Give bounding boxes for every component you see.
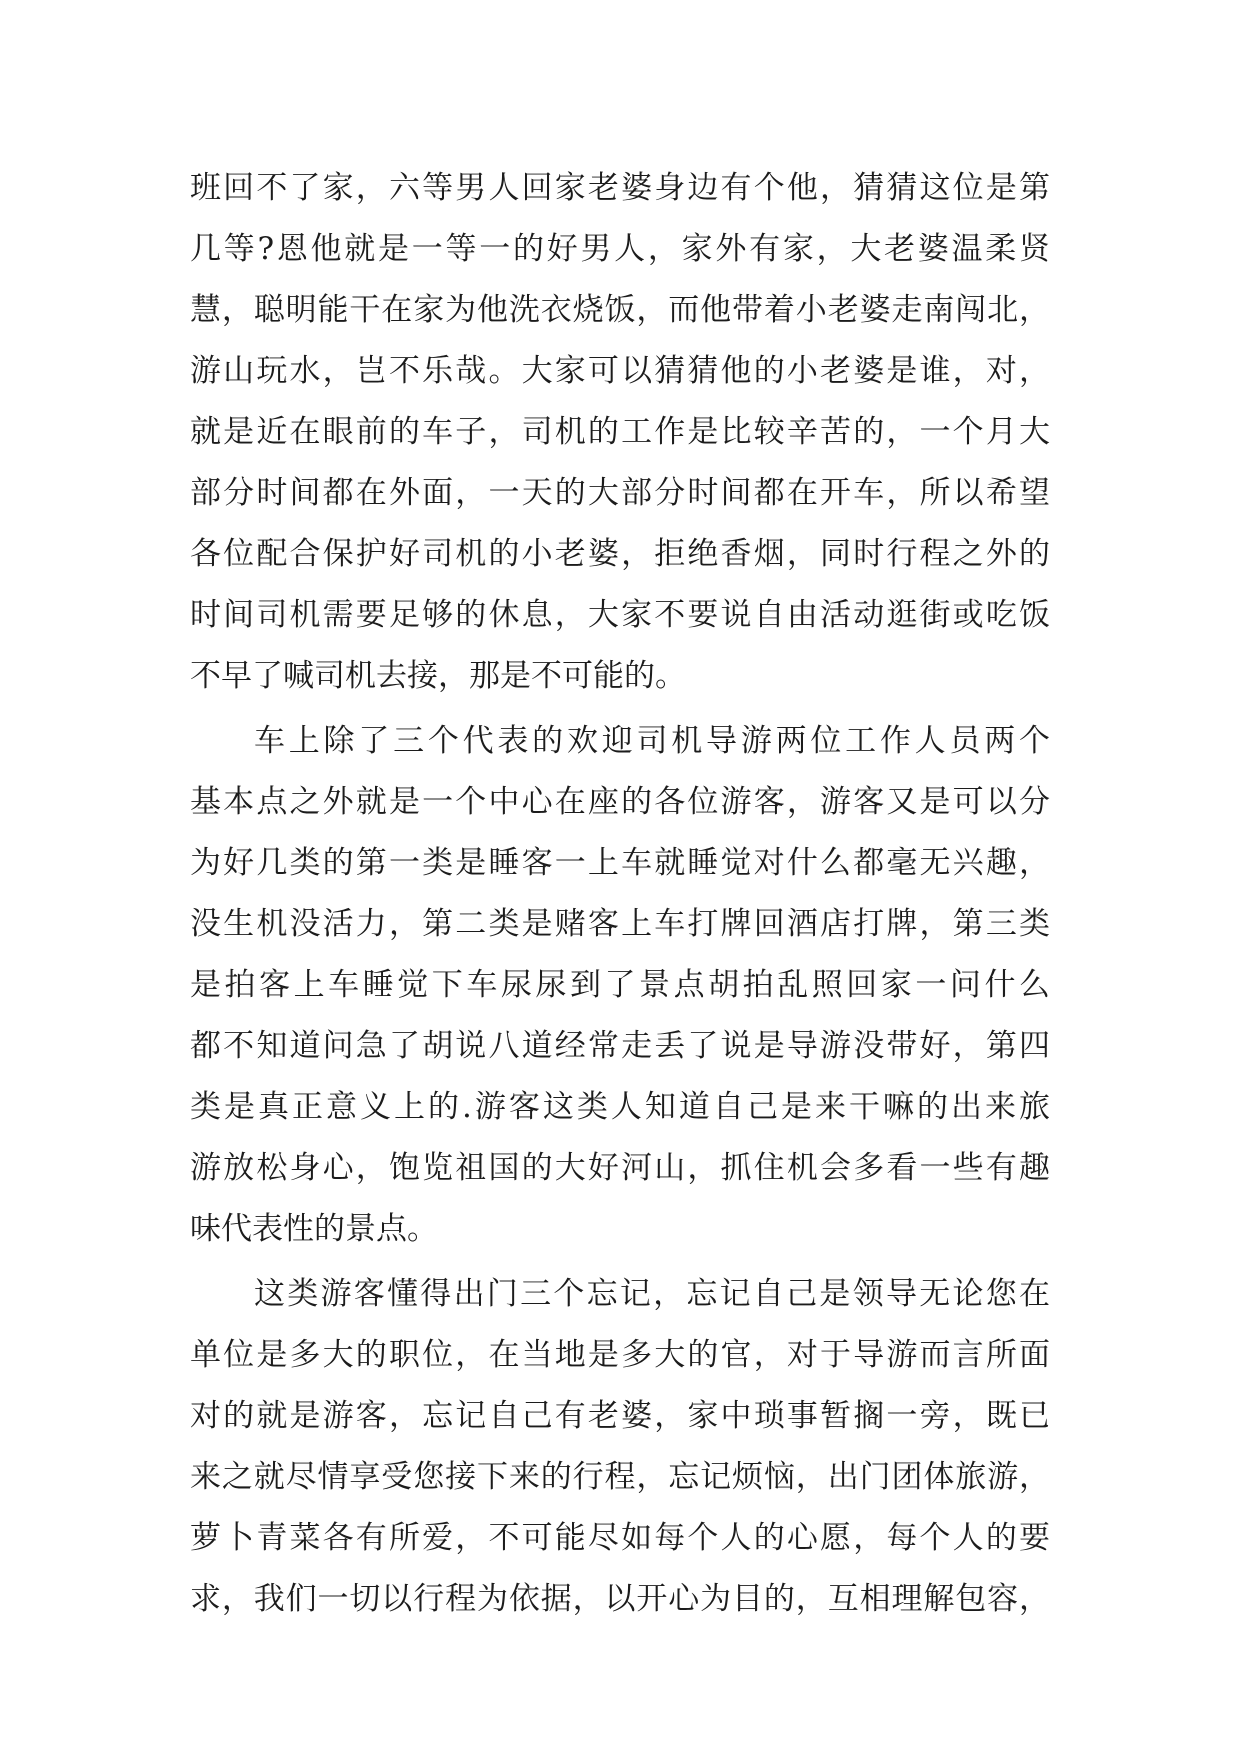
text-line: 不早了喊司机去接，那是不可能的。 [190,658,686,694]
text-line: 慧，聪明能干在家为他洗衣烧饭，而他带着小老婆走南闯北， [190,292,1050,328]
text-line: 对的就是游客，忘记自己有老婆，家中琐事暂搁一旁，既已 [190,1398,1050,1434]
text-line: 是拍客上车睡觉下车尿尿到了景点胡拍乱照回家一问什么 [190,967,1050,1003]
text-line: 游山玩水，岂不乐哉。大家可以猜猜他的小老婆是谁，对， [190,353,1050,389]
text-line: 几等?恩他就是一等一的好男人，家外有家，大老婆温柔贤 [190,231,1050,267]
text-line: 这类游客懂得出门三个忘记，忘记自己是领导无论您在 [254,1276,1050,1312]
text-line: 单位是多大的职位，在当地是多大的官，对于导游而言所面 [190,1337,1050,1373]
text-line: 求，我们一切以行程为依据，以开心为目的，互相理解包容， [190,1581,1050,1617]
body-text [190,158,1050,1630]
text-line: 就是近在眼前的车子，司机的工作是比较辛苦的，一个月大 [190,414,1050,450]
text-line: 班回不了家，六等男人回家老婆身边有个他，猜猜这位是第 [190,170,1050,206]
text-line: 为好几类的第一类是睡客一上车就睡觉对什么都毫无兴趣， [190,845,1050,881]
text-line: 各位配合保护好司机的小老婆，拒绝香烟，同时行程之外的 [190,536,1050,572]
text-line: 没生机没活力，第二类是赌客上车打牌回酒店打牌，第三类 [190,906,1050,942]
text-line: 类是真正意义上的.游客这类人知道自己是来干嘛的出来旅 [190,1089,1050,1125]
text-line: 基本点之外就是一个中心在座的各位游客，游客又是可以分 [190,784,1050,820]
text-line: 游放松身心，饱览祖国的大好河山，抓住机会多看一些有趣 [190,1150,1050,1186]
text-line: 都不知道问急了胡说八道经常走丢了说是导游没带好，第四 [190,1028,1050,1064]
text-line: 来之就尽情享受您接下来的行程，忘记烦恼，出门团体旅游， [190,1459,1050,1495]
text-line: 时间司机需要足够的休息，大家不要说自由活动逛街或吃饭 [190,597,1050,633]
text-line: 味代表性的景点。 [190,1211,438,1247]
paragraph-2 [190,711,1050,1260]
paragraph-3 [190,1264,1050,1630]
paragraph-1 [190,158,1050,707]
text-line: 部分时间都在外面，一天的大部分时间都在开车，所以希望 [190,475,1050,511]
text-line: 车上除了三个代表的欢迎司机导游两位工作人员两个 [254,723,1050,759]
text-line: 萝卜青菜各有所爱，不可能尽如每个人的心愿，每个人的要 [190,1520,1050,1556]
